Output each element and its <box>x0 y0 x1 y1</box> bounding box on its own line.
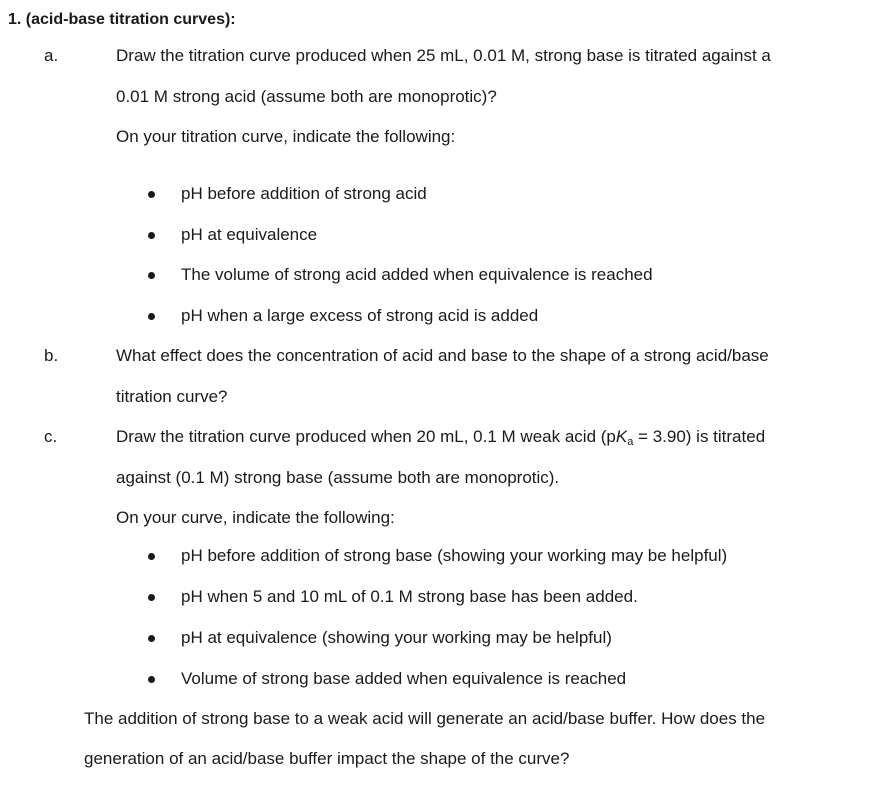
part-c-line-1-sub: a <box>627 436 634 448</box>
part-c-line-1-post: = 3.90) is titrated <box>633 427 766 446</box>
part-a-bullet-4: pH when a large excess of strong acid is added <box>181 306 539 325</box>
closing-line-2: generation of an acid/base buffer impact the shape of the curve? <box>84 749 570 768</box>
part-c-line-3: On your curve, indicate the following: <box>116 508 395 527</box>
bullet-dot <box>148 594 155 601</box>
bullet-dot <box>148 553 155 560</box>
part-b-line-2: titration curve? <box>116 387 228 406</box>
part-a-line-1: Draw the titration curve produced when 25 mL, 0.01 M, strong base is titrated against a <box>116 46 771 65</box>
part-c-bullet-1: pH before addition of strong base (showing your working may be helpful) <box>181 546 728 565</box>
part-c-bullet-3: pH at equivalence (showing your working may be helpful) <box>181 628 612 647</box>
part-b-marker: b. <box>44 346 59 365</box>
part-c-bullet-4: Volume of strong base added when equivalence is reached <box>181 669 627 688</box>
part-a-bullet-2: pH at equivalence <box>181 225 318 244</box>
question-title: 1. (acid-base titration curves): <box>8 11 236 28</box>
part-c-line-1-k: K <box>615 427 628 446</box>
bullet-dot <box>148 232 155 239</box>
bullet-dot <box>148 313 155 320</box>
bullet-dot <box>148 676 155 683</box>
part-a-marker: a. <box>44 46 59 65</box>
bullet-dot <box>148 272 155 279</box>
part-a-bullet-3: The volume of strong acid added when equivalence is reached <box>181 265 653 284</box>
part-a-bullet-1: pH before addition of strong acid <box>181 184 427 203</box>
part-a-line-3: On your titration curve, indicate the following: <box>116 127 456 146</box>
part-b-line-1: What effect does the concentration of acid and base to the shape of a strong acid/base <box>116 346 769 365</box>
part-c-line-1 <box>116 426 765 450</box>
bullet-dot <box>148 191 155 198</box>
part-c-line-2: against (0.1 M) strong base (assume both are monoprotic). <box>116 468 560 487</box>
part-c-marker: c. <box>44 427 58 446</box>
bullet-dot <box>148 635 155 642</box>
part-a-line-2: 0.01 M strong acid (assume both are monoprotic)? <box>116 87 497 106</box>
part-c-line-1-pre: Draw the titration curve produced when 20 mL, 0.1 M weak acid (p <box>116 427 616 446</box>
part-c-bullet-2: pH when 5 and 10 mL of 0.1 M strong base has been added. <box>181 587 638 606</box>
closing-line-1: The addition of strong base to a weak acid will generate an acid/base buffer. How does the <box>84 709 766 728</box>
